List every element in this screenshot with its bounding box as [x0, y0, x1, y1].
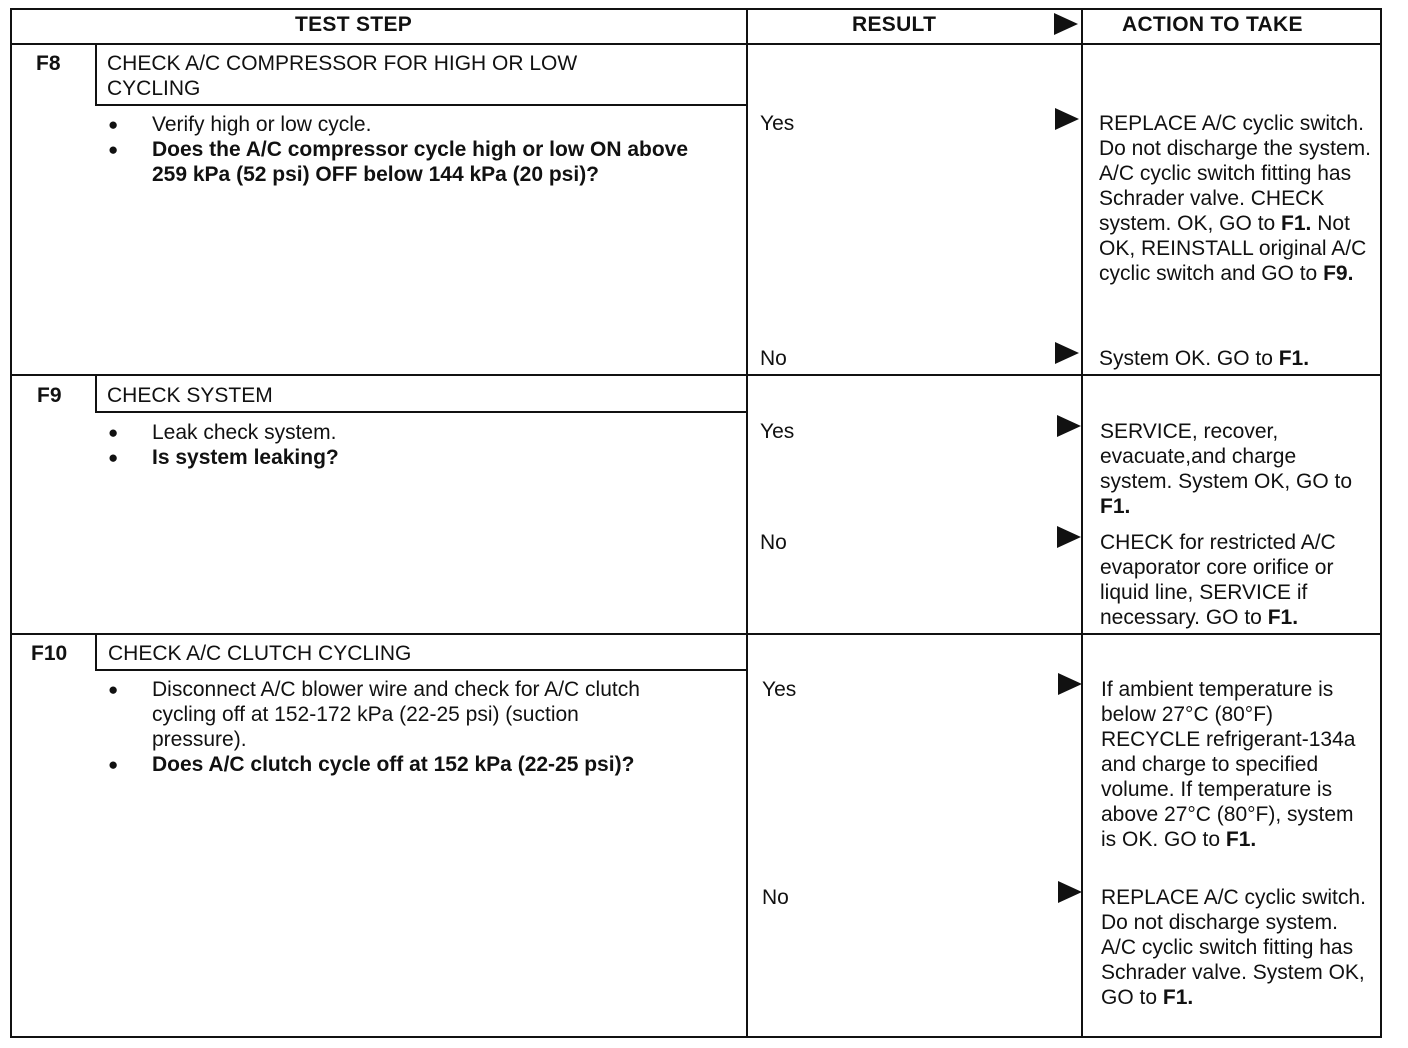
step-item: ● Leak check system.: [108, 420, 708, 445]
result-yes: Yes: [762, 678, 797, 701]
result-no: No: [762, 886, 789, 909]
result-no: No: [760, 531, 787, 554]
divider-test-result: [746, 8, 748, 1038]
row-rule: [10, 374, 1382, 376]
step-instructions: [108, 677, 740, 777]
step-item: ● Verify high or low cycle.: [108, 112, 708, 137]
result-no: No: [760, 347, 787, 370]
action-text: CHECK for restricted A/C evaporator core orifice or liquid line, SERVICE if necessary. GO to F1.: [1100, 531, 1336, 629]
step-question: ● Is system leaking?: [108, 445, 708, 470]
divider-id-title: [95, 44, 97, 104]
step-title: CHECK SYSTEM: [107, 384, 273, 407]
header-rule: [10, 43, 1382, 45]
step-id: F10: [31, 642, 68, 665]
step-item: ● Disconnect A/C blower wire and check for A/C clutch cycling off at 152-172 kPa (22-25 psi) (suction pressure).: [108, 677, 740, 752]
step-question: ● Does A/C clutch cycle off at 152 kPa (22-25 psi)?: [108, 752, 740, 777]
arrow-icon: [1055, 108, 1079, 130]
action-text: REPLACE A/C cyclic switch. Do not discharge the system. A/C cyclic switch fitting has Schrader valve. CHECK system. OK, GO to F1. Not OK, REINSTALL original A/C cyclic switch and GO to F9.: [1099, 112, 1371, 285]
action-text: REPLACE A/C cyclic switch. Do not discharge system. A/C cyclic switch fitting has Schrader valve. System OK, GO to F1.: [1101, 886, 1366, 1009]
header-arrow-icon: [1054, 13, 1078, 35]
step-id: F9: [37, 384, 62, 407]
title-rule: [95, 104, 747, 106]
row-rule: [10, 633, 1382, 635]
divider-id-title: [95, 376, 97, 412]
step-instructions: [108, 420, 708, 470]
arrow-icon: [1057, 526, 1081, 548]
action-text: System OK. GO to F1.: [1099, 347, 1310, 370]
header-result: RESULT: [852, 13, 937, 36]
divider-id-title: [95, 634, 97, 670]
step-title: CHECK A/C CLUTCH CYCLING: [108, 642, 412, 665]
header-test-step: TEST STEP: [295, 13, 413, 36]
arrow-icon: [1055, 342, 1079, 364]
step-instructions: [108, 112, 708, 187]
step-question: ● Does the A/C compressor cycle high or low ON above 259 kPa (52 psi) OFF below 144 kPa (20 psi)?: [108, 137, 708, 187]
header-action: ACTION TO TAKE: [1122, 13, 1303, 36]
title-rule: [95, 411, 747, 413]
action-text: If ambient temperature is below 27°C (80°F) RECYCLE refrigerant-134a and charge to specified volume. If temperature is above 27°C (80°F), system is OK. GO to F1.: [1101, 678, 1356, 851]
arrow-icon: [1057, 415, 1081, 437]
arrow-icon: [1058, 881, 1082, 903]
arrow-icon: [1058, 673, 1082, 695]
step-id: F8: [36, 52, 61, 75]
step-title: CHECK A/C COMPRESSOR FOR HIGH OR LOW CYCLING: [107, 52, 578, 100]
result-yes: Yes: [760, 420, 795, 443]
result-yes: Yes: [760, 112, 795, 135]
title-rule: [95, 669, 747, 671]
action-text: SERVICE, recover, evacuate,and charge system. System OK, GO to F1.: [1100, 420, 1353, 518]
